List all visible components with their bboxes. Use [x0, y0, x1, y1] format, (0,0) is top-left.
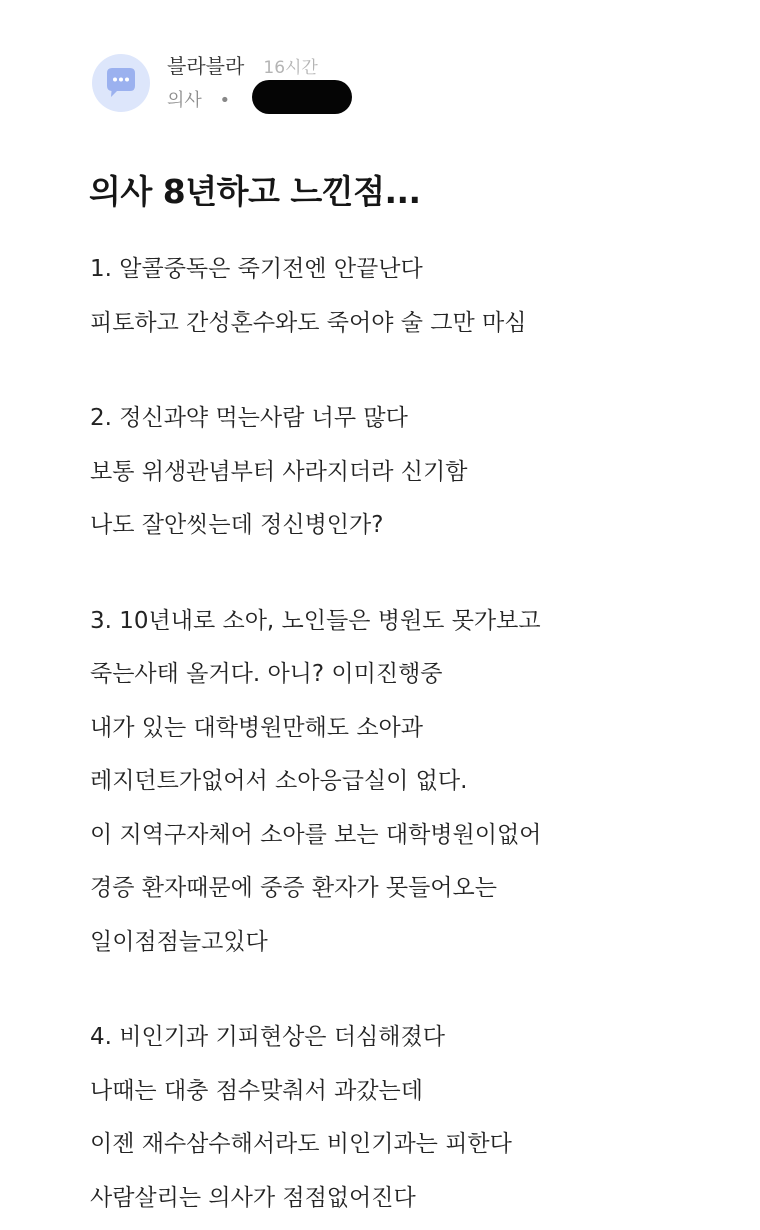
- author-job: 의사: [167, 90, 202, 111]
- post-header: [92, 46, 692, 116]
- redaction-mark: [252, 80, 352, 114]
- author-name[interactable]: 블라블라: [167, 54, 244, 78]
- avatar[interactable]: [92, 54, 150, 112]
- post-time: 16시간: [263, 58, 317, 78]
- body-line: 사람살리는 의사가 점점없어진다: [90, 1177, 730, 1230]
- body-line: 일이점점늘고있다: [90, 921, 730, 975]
- meta-separator: •: [220, 90, 231, 111]
- author-meta: [167, 86, 230, 112]
- body-line: 2. 정신과약 먹는사람 너무 많다: [90, 397, 730, 451]
- body-line: 나도 잘안씻는데 정신병인가?: [90, 504, 730, 558]
- body-line: 죽는사태 올거다. 아니? 이미진행중: [90, 653, 730, 707]
- body-line: 이 지역구자체어 소아를 보는 대학병원이없어: [90, 814, 730, 868]
- paragraph-gap: [90, 558, 730, 600]
- body-line: 경증 환자때문에 중증 환자가 못들어오는: [90, 867, 730, 921]
- chat-bubble-icon: [92, 54, 150, 112]
- body-line: 4. 비인기과 기피현상은 더심해졌다: [90, 1016, 730, 1070]
- post-title: 의사 8년하고 느낀점...: [89, 166, 421, 213]
- body-line: 1. 알콜중독은 죽기전엔 안끝난다: [90, 248, 730, 302]
- body-line: 보통 위생관념부터 사라지더라 신기함: [90, 451, 730, 505]
- author-line: [167, 50, 318, 79]
- paragraph-gap: [90, 355, 730, 397]
- body-line: 3. 10년내로 소아, 노인들은 병원도 못가보고: [90, 600, 730, 654]
- body-line: 내가 있는 대학병원만해도 소아과: [90, 707, 730, 761]
- body-line: 레지던트가없어서 소아응급실이 없다.: [90, 760, 730, 814]
- body-line: 이젠 재수삼수해서라도 비인기과는 피한다: [90, 1123, 730, 1177]
- paragraph-gap: [90, 974, 730, 1016]
- body-line: 피토하고 간성혼수와도 죽어야 술 그만 마심: [90, 302, 730, 356]
- body-line: 나때는 대충 점수맞춰서 과갔는데: [90, 1070, 730, 1124]
- post-body: [90, 248, 730, 1230]
